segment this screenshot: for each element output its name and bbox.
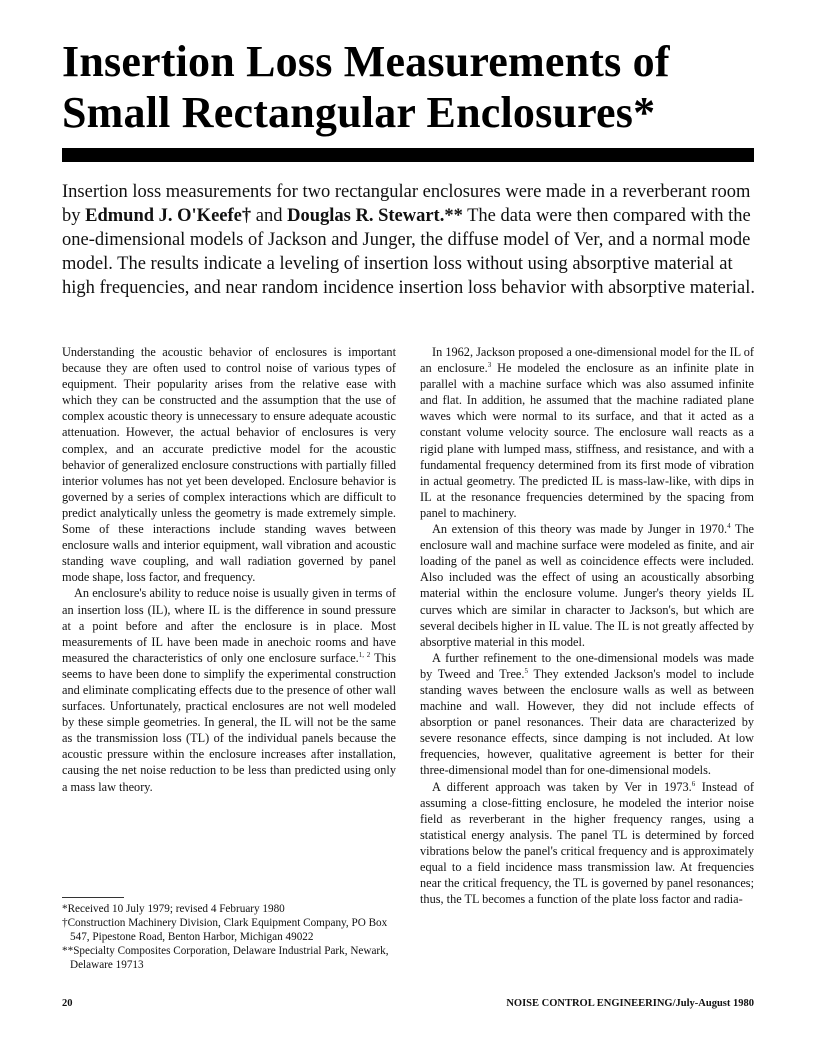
author-1: Edmund J. O'Keefe† [85, 206, 252, 226]
title-rule [62, 148, 754, 162]
right-column [420, 344, 754, 907]
abstract-text-2: The data were then compared with the one-dimensional models of Jackson and Junger, the diffuse model of Ver, and a normal mode model. The results indicate a leveling of insertion loss without using absorptive material at high frequencies, and near random incidence insertion loss behavior with absorptive material. [62, 206, 756, 298]
right-paragraph-1-text-b: He modeled the enclosure as an infinite plate in parallel with a machine surface which was also assumed infinite and flat. In addition, he assumed that the machine radiated plane waves which were normal to its surface, and that it acted as a constant volume velocity source. The enclosure wall reacts as a rigid plane with lumped mass, stiffness, and resistance, and with a fundamental frequency determined from its first mode of vibration in actual geometry. The predicted IL is mass-law-like, with dips in IL at the resonance frequencies determined by the spacing from panel to machinery. [420, 361, 754, 520]
footnote-author-1: †Construction Machinery Division, Clark Equipment Company, PO Box 547, Pipestone Road, Benton Harbor, Michigan 49022 [62, 917, 388, 943]
footnote-author-2: **Specialty Composites Corporation, Delaware Industrial Park, Newark, Delaware 19713 [62, 945, 389, 971]
page-number: 20 [62, 998, 73, 1009]
abstract [62, 180, 762, 300]
footnotes [62, 902, 396, 972]
abstract-and: and [251, 206, 288, 226]
left-column [62, 344, 396, 795]
reference-marker: 3 [487, 361, 492, 369]
reference-marker: 5 [524, 666, 528, 675]
footnote-received: *Received 10 July 1979; revised 4 February 1980 [62, 903, 285, 915]
right-paragraph-1 [420, 344, 754, 521]
reference-marker: 1, 2 [358, 650, 371, 659]
right-paragraph-2-text-b: The enclosure wall and machine surface were modeled as finite, and air loading of the panel as well as coincidence effects were included. Also included was the effect of using an acoustically absorbing material within the enclosure volume. Junger's theory yields IL curves which are similar in character to Jackson's, but which are several decibels higher in IL value. The IL is not greatly affected by absorptive material in this model. [420, 522, 754, 649]
abstract-text-1: Insertion loss measurements for two rectangular enclosures were made in a reverberant room by [62, 182, 751, 226]
right-paragraph-3 [420, 650, 754, 779]
title-line-2: Small Rectangular Enclosures* [62, 88, 656, 137]
left-paragraph-2-text-a: An enclosure's ability to reduce noise is usually given in terms of an insertion loss (IL), where IL is the difference in sound pressure at a point before and after the enclosure is in place. Most measurements of IL have been made in anechoic rooms and have measured the characteristics of only one enclosure surface. [62, 586, 396, 665]
footnote-rule [62, 897, 124, 898]
author-2: Douglas R. Stewart.** [287, 206, 463, 226]
right-paragraph-3-text-a: A further refinement to the one-dimensional models was made by Tweed and Tree. [420, 650, 754, 681]
right-paragraph-4 [420, 779, 754, 908]
right-paragraph-2-text-a: An extension of this theory was made by Junger in 1970. [432, 522, 728, 537]
right-paragraph-3-text-b: They extended Jackson's model to include standing waves between the enclosure walls as well as between machine and wall. However, they did not include effects of absorption or panel resonances. Their data are characterized by severe resonance effects, since damping is not included. At low frequencies, however, qualitative agreement is better for their three-dimensional model than for one-dimensional models. [420, 666, 754, 778]
right-paragraph-4-text-b: Instead of assuming a close-fitting enclosure, he modeled the interior noise field as reverberant in the higher frequency ranges, using a statistical energy analysis. The panel TL is determined by forced vibrations below the panel's critical frequency and is approximately equal to a field incidence mass transmission law. At frequencies near the critical frequency, the TL is governed by panel resonances; thus, the TL becomes a function of the plate loss factor and radia- [420, 779, 754, 907]
left-paragraph-2-text-b: This seems to have been done to simplify the experimental construction and eliminate complicating effects due to the presence of other wall surfaces. Unfortunately, practical enclosures are not well modeled by these simple geometries. In general, the IL will not be the same as the transmission loss (TL) of the individual panels because the acoustic pressure within the enclosure increases after installation, causing the net noise reduction to be less than predicted using only a mass law theory. [62, 650, 397, 794]
right-paragraph-1-text-a: In 1962, Jackson proposed a one-dimensional model for the IL of an enclosure. [420, 345, 754, 376]
article-title [62, 36, 782, 138]
right-paragraph-2 [420, 521, 754, 650]
title-line-1: Insertion Loss Measurements of [62, 37, 670, 86]
right-paragraph-4-text-a: A different approach was taken by Ver in 1973. [432, 779, 692, 794]
journal-running-footer: NOISE CONTROL ENGINEERING/July-August 1980 [506, 998, 754, 1009]
left-paragraph-2 [62, 585, 396, 794]
left-paragraph-1: Understanding the acoustic behavior of enclosures is important because they are often used to control noise of various types of equipment. Their popularity arises from the relative ease with which they can be constructed and the assumption that the use of complex acoustic theory is unnecessary to ensure adequate acoustic attenuation. However, the actual behavior of enclosures is very complex, and an accurate predictive model for the acoustic behavior of generalized enclosure constructions with partially filled interior volumes has not yet been developed. Enclosure behavior is governed by a series of complex interactions which are difficult to predict analytically unless the geometry is made extremely simple. Some of these interactions include standing waves between enclosure walls and interior equipment, wall vibration and acoustic standing wave coupling, and wall radiation governed by panel mode shape, loss factor, and frequency. [62, 345, 396, 585]
reference-marker: 6 [691, 779, 696, 788]
reference-marker: 4 [727, 521, 731, 530]
